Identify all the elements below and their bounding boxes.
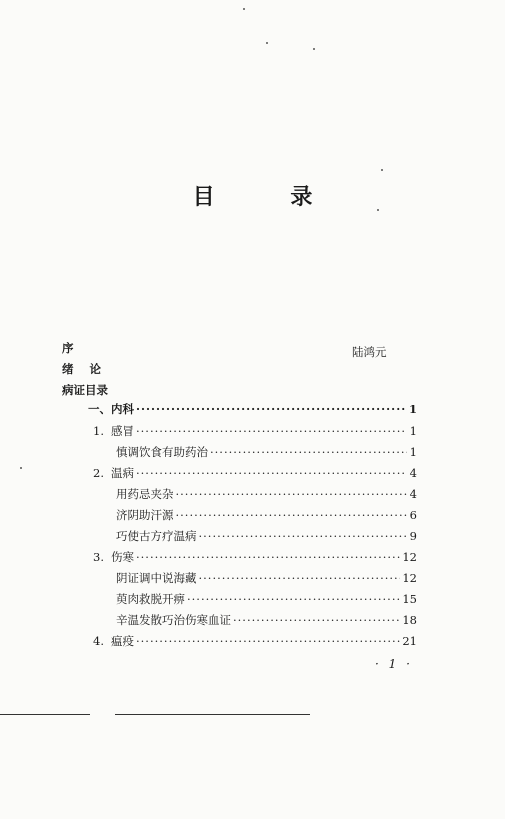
toc-page: 1 (408, 402, 417, 416)
catalog-heading: 病证目录 (62, 383, 108, 397)
toc-number: 3. (93, 550, 104, 564)
toc-label: 萸肉救脱开痹 (116, 592, 185, 606)
toc-leader (210, 445, 407, 459)
toc-row (116, 507, 417, 527)
toc-row (93, 549, 417, 569)
toc-page: 6 (409, 508, 417, 522)
toc-number: 4. (93, 634, 104, 648)
toc-leader (136, 424, 407, 438)
toc-row (116, 444, 417, 464)
toc-page: 21 (402, 634, 417, 648)
introduction-heading: 绪 论 (62, 362, 108, 376)
toc-number: 2. (93, 466, 104, 480)
toc-page: 4 (409, 487, 417, 501)
toc-page: 15 (402, 592, 417, 606)
page-number: · 1 · (375, 657, 413, 671)
scan-speck (313, 48, 315, 50)
scan-speck (20, 467, 22, 469)
scan-speck (243, 8, 245, 10)
toc-leader (233, 613, 400, 627)
toc-leader (136, 402, 407, 416)
toc-label: 阴证调中说海藏 (116, 571, 197, 585)
toc-leader (136, 466, 407, 480)
toc-label: 感冒 (111, 424, 134, 438)
toc-row (93, 633, 417, 653)
toc-page: 1 (409, 424, 417, 438)
scan-edge-line (115, 714, 310, 715)
toc-row (116, 591, 417, 611)
toc-page: 9 (409, 529, 417, 543)
toc-label: 瘟疫 (111, 634, 134, 648)
toc-number: 一、 (88, 402, 111, 416)
toc-leader (176, 487, 408, 501)
toc-label: 伤寒 (111, 550, 134, 564)
toc-row (116, 486, 417, 506)
toc-page: 12 (402, 550, 417, 564)
toc-label: 济阴助汗源 (116, 508, 174, 522)
toc-leader (176, 508, 408, 522)
scan-speck (381, 169, 383, 171)
toc-leader (187, 592, 400, 606)
toc-row (116, 570, 417, 590)
toc-row (116, 528, 417, 548)
toc-row (93, 465, 417, 485)
toc-page: 4 (409, 466, 417, 480)
toc-number: 1. (93, 424, 104, 438)
scan-speck (377, 209, 379, 211)
toc-row (93, 423, 417, 443)
toc-label: 辛温发散巧治伤寒血证 (116, 613, 231, 627)
toc-label: 用药忌夹杂 (116, 487, 174, 501)
toc-label: 内科 (111, 402, 134, 416)
toc-page: 1 (409, 445, 417, 459)
toc-page: 12 (402, 571, 417, 585)
page-title: 目 录 (192, 184, 347, 210)
toc-page: 18 (402, 613, 417, 627)
preface-author: 陆鸿元 (352, 345, 387, 359)
toc-row (88, 401, 417, 421)
toc-label: 温病 (111, 466, 134, 480)
toc-label: 慎调饮食有助药治 (116, 445, 208, 459)
toc-leader (136, 550, 400, 564)
toc-label: 巧使古方疗温病 (116, 529, 197, 543)
toc-leader (199, 571, 401, 585)
toc-leader (136, 634, 400, 648)
scan-edge-line (0, 714, 90, 715)
toc-row (116, 612, 417, 632)
preface-heading: 序 (62, 341, 74, 355)
scan-speck (266, 42, 268, 44)
toc-leader (199, 529, 408, 543)
